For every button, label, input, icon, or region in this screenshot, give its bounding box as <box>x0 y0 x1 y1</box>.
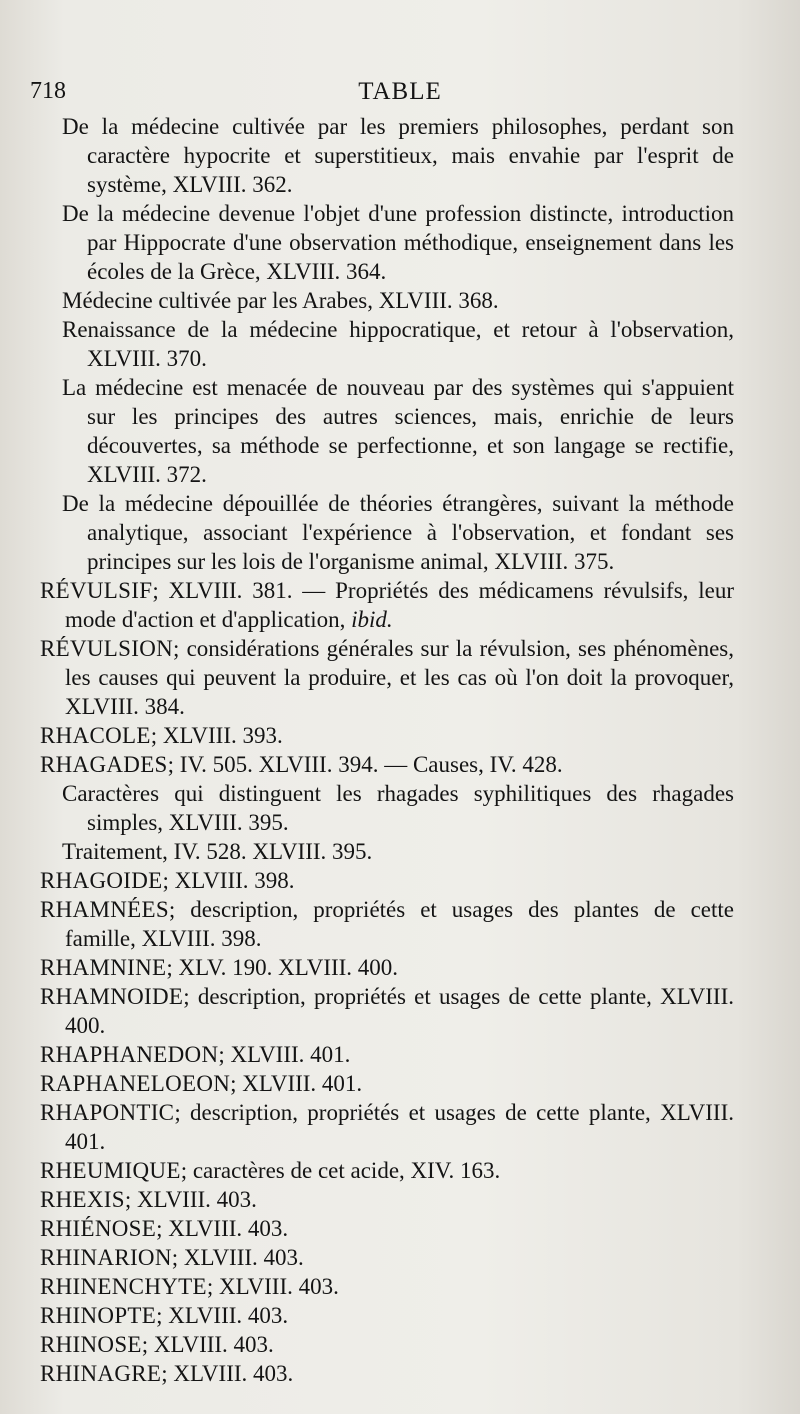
index-entry <box>40 1098 734 1156</box>
index-entries <box>40 112 734 1388</box>
entry-heading: RHEXIS <box>40 1187 125 1212</box>
index-subentry <box>62 199 734 286</box>
index-entry <box>40 634 734 721</box>
entry-heading: RHINOPTE <box>40 1303 157 1328</box>
entry-heading: RHAMNÉES <box>40 897 169 922</box>
entry-heading: RHAPHANEDON <box>40 1042 219 1067</box>
index-entry <box>40 1272 734 1301</box>
index-entry <box>40 1330 734 1359</box>
index-subentry <box>62 779 734 837</box>
index-entry <box>40 1185 734 1214</box>
entry-text: ; XLVIII. 403. <box>124 1187 257 1212</box>
entry-heading: RHACOLE <box>40 723 151 748</box>
entry-text: Médecine cultivée par les Arabes, XLVIII. 368. <box>62 288 499 313</box>
entry-heading: RHIÉNOSE <box>40 1216 157 1241</box>
page-header <box>0 78 800 112</box>
entry-text: ; description, propriétés et usages de cette plante, XLVIII. 400. <box>65 984 734 1038</box>
entry-heading: RHINOSE <box>40 1332 142 1357</box>
page-number: 718 <box>30 78 66 104</box>
entry-text: Traitement, IV. 528. XLVIII. 395. <box>62 839 373 864</box>
entry-heading: RHAGADES <box>40 752 168 777</box>
entry-heading: RHEUMIQUE <box>40 1158 181 1183</box>
entry-text: ; XLVIII. 381. — Propriétés des médicamens révulsifs, leur mode d'action et d'application, <box>65 578 734 632</box>
entry-heading: RHINENCHYTE <box>40 1274 207 1299</box>
index-subentry <box>62 286 734 315</box>
entry-text: ; XLVIII. 403. <box>161 1361 294 1386</box>
entry-text: ; XLVIII. 401. <box>218 1042 351 1067</box>
entry-text: ; XLVIII. 403. <box>156 1216 289 1241</box>
index-entry <box>40 1040 734 1069</box>
entry-text: ; XLVIII. 401. <box>230 1071 363 1096</box>
index-entry <box>40 1156 734 1185</box>
entry-text: La médecine est menacée de nouveau par des systèmes qui s'appuient sur les principes des autres sciences, mais, enrichie de leurs découvertes, sa méthode se perfectionne, et son langage se rectifie, XLVIII. 372. <box>62 375 734 487</box>
entry-heading: RHAMNINE <box>40 955 167 980</box>
index-entry <box>40 721 734 750</box>
index-entry <box>40 953 734 982</box>
index-entry <box>40 866 734 895</box>
index-subentry <box>62 315 734 373</box>
index-entry <box>40 1301 734 1330</box>
index-entry <box>40 1359 734 1388</box>
entry-text: ; XLVIII. 403. <box>141 1332 274 1357</box>
entry-text: ; XLVIII. 403. <box>171 1245 304 1270</box>
entry-heading: RÉVULSION <box>40 636 174 661</box>
index-entry <box>40 750 734 779</box>
entry-text: ; XLVIII. 403. <box>206 1274 339 1299</box>
index-subentry <box>62 837 734 866</box>
entry-text: ; considérations générales sur la révulsion, ses phénomènes, les causes qui peuvent la produire, et les cas où l'on doit la provoquer, XLVIII. 384. <box>65 636 734 719</box>
entry-text: De la médecine cultivée par les premiers philosophes, perdant son caractère hypocrite et superstitieux, mais envahie par l'esprit de système, XLVIII. 362. <box>62 114 734 197</box>
entry-heading: RHAMNOIDE <box>40 984 184 1009</box>
entry-italic-ref: ibid. <box>351 607 393 632</box>
entry-text: ; description, propriétés et usages des plantes de cette famille, XLVIII. 398. <box>65 897 734 951</box>
index-entry <box>40 1214 734 1243</box>
index-subentry <box>62 489 734 576</box>
index-entry <box>40 1069 734 1098</box>
index-subentry <box>62 373 734 489</box>
index-entry <box>40 982 734 1040</box>
entry-text: ; IV. 505. XLVIII. 394. — Causes, IV. 428. <box>167 752 563 777</box>
index-subentry <box>62 112 734 199</box>
index-entry <box>40 895 734 953</box>
entry-text: ; XLVIII. 403. <box>156 1303 289 1328</box>
entry-text: De la médecine dépouillée de théories étrangères, suivant la méthode analytique, associant l'expérience à l'observation, et fondant ses principes sur les lois de l'organisme animal, XLVIII. 375. <box>62 491 734 574</box>
entry-text: ; XLVIII. 393. <box>150 723 283 748</box>
entry-text: ; XLVIII. 398. <box>162 868 295 893</box>
entry-text: ; caractères de cet acide, XIV. 163. <box>180 1158 501 1183</box>
entry-heading: RHAPONTIC <box>40 1100 175 1125</box>
entry-text: De la médecine devenue l'objet d'une profession distincte, introduction par Hippocrate d'une observation méthodique, enseignement dans les écoles de la Grèce, XLVIII. 364. <box>62 201 734 284</box>
entry-heading: RÉVULSIF <box>40 578 153 603</box>
running-title: TABLE <box>358 78 442 105</box>
index-entry <box>40 576 734 634</box>
entry-text: Caractères qui distinguent les rhagades syphilitiques des rhagades simples, XLVIII. 395. <box>62 781 734 835</box>
entry-heading: RHINARION <box>40 1245 172 1270</box>
index-entry <box>40 1243 734 1272</box>
entry-heading: RHINAGRE <box>40 1361 162 1386</box>
entry-heading: RHAGOIDE <box>40 868 163 893</box>
entry-text: ; description, propriétés et usages de cette plante, XLVIII. 401. <box>65 1100 734 1154</box>
entry-text: ; XLV. 190. XLVIII. 400. <box>166 955 399 980</box>
entry-text: Renaissance de la médecine hippocratique, et retour à l'observation, XLVIII. 370. <box>62 317 734 371</box>
entry-heading: RAPHANELOEON <box>40 1071 231 1096</box>
